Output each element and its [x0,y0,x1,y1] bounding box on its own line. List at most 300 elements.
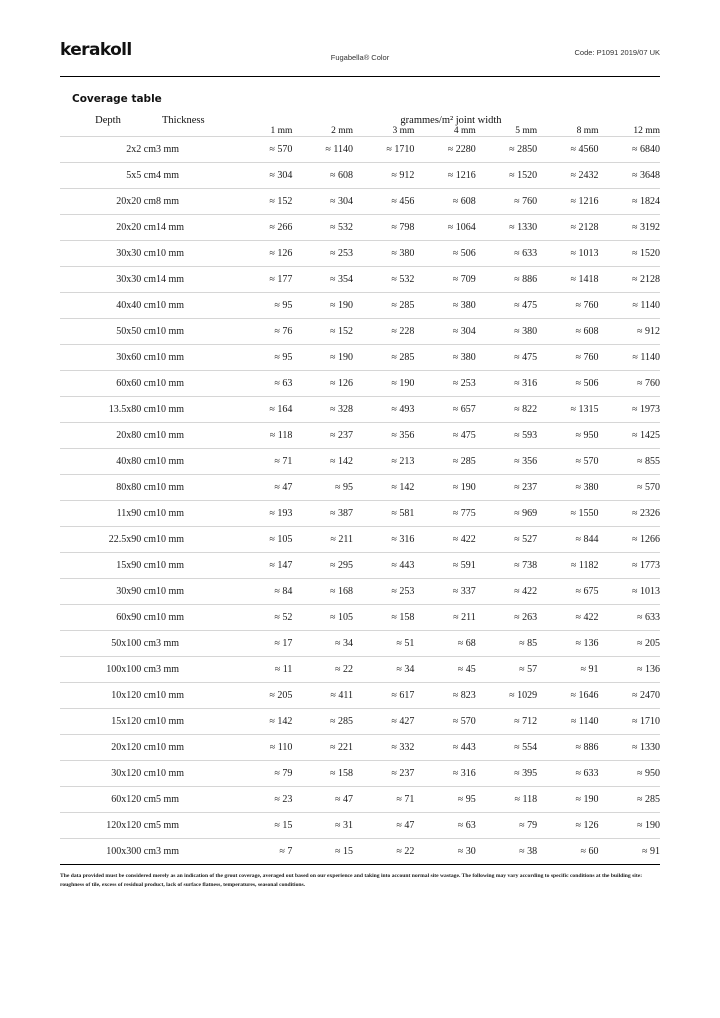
table-header-row [60,115,660,126]
cell-coverage: ≈ 1029 [476,683,537,709]
cell-coverage: ≈ 142 [292,449,353,475]
cell-coverage: ≈ 1646 [537,683,598,709]
cell-coverage: ≈ 228 [353,319,414,345]
cell-coverage: ≈ 532 [292,215,353,241]
cell-depth: 20x120 cm [60,735,156,761]
cell-depth: 60x90 cm [60,605,156,631]
cell-coverage: ≈ 1266 [599,527,660,553]
cell-coverage: ≈ 316 [414,761,475,787]
cell-coverage: ≈ 211 [414,605,475,631]
cell-coverage: ≈ 57 [476,657,537,683]
cell-coverage: ≈ 2128 [599,267,660,293]
table-row [60,501,660,527]
cell-coverage: ≈ 950 [537,423,598,449]
cell-coverage: ≈ 2850 [476,137,537,163]
cell-coverage: ≈ 1013 [537,241,598,267]
cell-thickness: 10 mm [156,241,242,267]
cell-coverage: ≈ 22 [353,839,414,865]
cell-coverage: ≈ 527 [476,527,537,553]
cell-coverage: ≈ 617 [353,683,414,709]
cell-depth: 5x5 cm [60,163,156,189]
coverage-table [60,115,660,865]
table-row [60,137,660,163]
cell-coverage: ≈ 237 [292,423,353,449]
product-code: Code: P1091 2019/07 UK [574,48,660,57]
table-row [60,475,660,501]
cell-depth: 15x120 cm [60,709,156,735]
cell-coverage: ≈ 332 [353,735,414,761]
cell-coverage: ≈ 1710 [353,137,414,163]
cell-coverage: ≈ 337 [414,579,475,605]
cell-coverage: ≈ 1315 [537,397,598,423]
cell-coverage: ≈ 71 [353,787,414,813]
cell-coverage: ≈ 316 [353,527,414,553]
cell-coverage: ≈ 760 [476,189,537,215]
cell-coverage: ≈ 95 [292,475,353,501]
cell-coverage: ≈ 253 [292,241,353,267]
cell-coverage: ≈ 493 [353,397,414,423]
cell-coverage: ≈ 657 [414,397,475,423]
cell-coverage: ≈ 422 [476,579,537,605]
cell-coverage: ≈ 31 [292,813,353,839]
cell-thickness: 10 mm [156,449,242,475]
cell-coverage: ≈ 136 [537,631,598,657]
cell-thickness: 3 mm [156,631,242,657]
cell-coverage: ≈ 2128 [537,215,598,241]
cell-coverage: ≈ 422 [537,605,598,631]
cell-coverage: ≈ 395 [476,761,537,787]
cell-thickness: 3 mm [156,657,242,683]
table-body [60,137,660,865]
cell-coverage: ≈ 23 [242,787,292,813]
cell-coverage: ≈ 738 [476,553,537,579]
cell-depth: 30x60 cm [60,345,156,371]
cell-coverage: ≈ 633 [599,605,660,631]
table-head [60,115,660,137]
joint-width-header: 12 mm [633,126,660,136]
cell-coverage: ≈ 1216 [537,189,598,215]
cell-thickness: 14 mm [156,215,242,241]
cell-coverage: ≈ 380 [537,475,598,501]
cell-coverage: ≈ 328 [292,397,353,423]
cell-coverage: ≈ 633 [537,761,598,787]
cell-coverage: ≈ 60 [537,839,598,865]
cell-thickness: 10 mm [156,553,242,579]
cell-coverage: ≈ 675 [537,579,598,605]
cell-thickness: 10 mm [156,345,242,371]
column-header-thickness: Thickness [162,115,205,126]
cell-coverage: ≈ 91 [599,839,660,865]
cell-coverage: ≈ 126 [242,241,292,267]
cell-coverage: ≈ 1418 [537,267,598,293]
cell-coverage: ≈ 136 [599,657,660,683]
table-row [60,449,660,475]
column-header-depth: Depth [95,115,121,126]
cell-depth: 22.5x90 cm [60,527,156,553]
page-title: Coverage table [72,93,162,105]
cell-depth: 30x30 cm [60,267,156,293]
cell-thickness: 10 mm [156,579,242,605]
table-row [60,345,660,371]
cell-thickness: 10 mm [156,605,242,631]
cell-coverage: ≈ 95 [242,345,292,371]
table-row [60,319,660,345]
table-row [60,189,660,215]
table-row [60,553,660,579]
cell-coverage: ≈ 1973 [599,397,660,423]
cell-depth: 50x50 cm [60,319,156,345]
cell-coverage: ≈ 886 [476,267,537,293]
joint-width-header: 3 mm [392,126,415,136]
cell-coverage: ≈ 356 [353,423,414,449]
cell-depth: 60x60 cm [60,371,156,397]
cell-coverage: ≈ 34 [353,657,414,683]
cell-thickness: 3 mm [156,137,242,163]
cell-coverage: ≈ 712 [476,709,537,735]
cell-coverage: ≈ 1550 [537,501,598,527]
cell-coverage: ≈ 190 [599,813,660,839]
cell-coverage: ≈ 570 [537,449,598,475]
cell-coverage: ≈ 63 [414,813,475,839]
cell-coverage: ≈ 380 [414,345,475,371]
cell-coverage: ≈ 190 [537,787,598,813]
cell-coverage: ≈ 118 [242,423,292,449]
cell-coverage: ≈ 295 [292,553,353,579]
table-row [60,527,660,553]
cell-coverage: ≈ 285 [353,293,414,319]
joint-width-header: 5 mm [515,126,538,136]
cell-coverage: ≈ 2432 [537,163,598,189]
cell-coverage: ≈ 506 [414,241,475,267]
cell-coverage: ≈ 168 [292,579,353,605]
table-row [60,735,660,761]
cell-thickness: 10 mm [156,293,242,319]
product-name: Fugabella® Color [330,53,390,62]
cell-coverage: ≈ 142 [353,475,414,501]
cell-coverage: ≈ 1330 [476,215,537,241]
cell-depth: 13.5x80 cm [60,397,156,423]
table-row [60,683,660,709]
cell-coverage: ≈ 237 [476,475,537,501]
cell-coverage: ≈ 105 [242,527,292,553]
cell-coverage: ≈ 71 [242,449,292,475]
cell-coverage: ≈ 1013 [599,579,660,605]
cell-coverage: ≈ 76 [242,319,292,345]
cell-coverage: ≈ 91 [537,657,598,683]
column-header-joint-group: grammes/m² joint width [400,115,502,126]
cell-coverage: ≈ 38 [476,839,537,865]
cell-coverage: ≈ 608 [537,319,598,345]
cell-coverage: ≈ 190 [353,371,414,397]
cell-coverage: ≈ 110 [242,735,292,761]
cell-coverage: ≈ 285 [599,787,660,813]
cell-coverage: ≈ 193 [242,501,292,527]
cell-coverage: ≈ 266 [242,215,292,241]
cell-coverage: ≈ 1216 [414,163,475,189]
cell-coverage: ≈ 285 [292,709,353,735]
cell-thickness: 4 mm [156,163,242,189]
cell-coverage: ≈ 760 [537,293,598,319]
cell-coverage: ≈ 554 [476,735,537,761]
table-row [60,241,660,267]
cell-coverage: ≈ 213 [353,449,414,475]
cell-coverage: ≈ 608 [414,189,475,215]
cell-thickness: 10 mm [156,709,242,735]
cell-coverage: ≈ 4560 [537,137,598,163]
table-row [60,813,660,839]
cell-coverage: ≈ 581 [353,501,414,527]
kerakoll-logo: kerakoll [60,40,132,60]
cell-coverage: ≈ 422 [414,527,475,553]
cell-coverage: ≈ 969 [476,501,537,527]
cell-coverage: ≈ 51 [353,631,414,657]
cell-coverage: ≈ 1773 [599,553,660,579]
cell-coverage: ≈ 886 [537,735,598,761]
joint-width-header: 2 mm [331,126,353,136]
table-row [60,839,660,865]
cell-thickness: 3 mm [156,839,242,865]
cell-coverage: ≈ 47 [353,813,414,839]
cell-coverage: ≈ 1520 [599,241,660,267]
cell-coverage: ≈ 1710 [599,709,660,735]
cell-depth: 100x100 cm [60,657,156,683]
cell-coverage: ≈ 775 [414,501,475,527]
cell-coverage: ≈ 1520 [476,163,537,189]
cell-depth: 60x120 cm [60,787,156,813]
cell-coverage: ≈ 2470 [599,683,660,709]
cell-thickness: 10 mm [156,475,242,501]
joint-width-header: 1 mm [270,126,293,136]
cell-coverage: ≈ 380 [476,319,537,345]
cell-coverage: ≈ 380 [414,293,475,319]
cell-coverage: ≈ 1140 [292,137,353,163]
cell-coverage: ≈ 85 [476,631,537,657]
cell-coverage: ≈ 158 [353,605,414,631]
cell-thickness: 10 mm [156,501,242,527]
subheader-spacer-depth [60,126,156,137]
cell-coverage: ≈ 152 [292,319,353,345]
cell-coverage: ≈ 190 [292,293,353,319]
cell-coverage: ≈ 912 [353,163,414,189]
cell-thickness: 5 mm [156,813,242,839]
cell-depth: 30x30 cm [60,241,156,267]
cell-coverage: ≈ 2326 [599,501,660,527]
cell-coverage: ≈ 15 [292,839,353,865]
cell-thickness: 10 mm [156,371,242,397]
cell-coverage: ≈ 253 [414,371,475,397]
cell-coverage: ≈ 237 [353,761,414,787]
cell-coverage: ≈ 506 [537,371,598,397]
cell-depth: 30x90 cm [60,579,156,605]
cell-coverage: ≈ 1140 [599,345,660,371]
cell-coverage: ≈ 1824 [599,189,660,215]
cell-coverage: ≈ 1330 [599,735,660,761]
cell-coverage: ≈ 84 [242,579,292,605]
cell-thickness: 5 mm [156,787,242,813]
cell-depth: 15x90 cm [60,553,156,579]
cell-coverage: ≈ 95 [242,293,292,319]
cell-coverage: ≈ 263 [476,605,537,631]
cell-coverage: ≈ 79 [242,761,292,787]
cell-coverage: ≈ 7 [242,839,292,865]
cell-coverage: ≈ 760 [537,345,598,371]
cell-coverage: ≈ 47 [292,787,353,813]
cell-coverage: ≈ 211 [292,527,353,553]
table-row [60,787,660,813]
cell-coverage: ≈ 387 [292,501,353,527]
table-row [60,761,660,787]
cell-depth: 50x100 cm [60,631,156,657]
cell-coverage: ≈ 152 [242,189,292,215]
table-row [60,371,660,397]
cell-coverage: ≈ 304 [414,319,475,345]
cell-coverage: ≈ 570 [599,475,660,501]
cell-coverage: ≈ 205 [242,683,292,709]
cell-coverage: ≈ 354 [292,267,353,293]
cell-thickness: 8 mm [156,189,242,215]
cell-coverage: ≈ 570 [414,709,475,735]
cell-depth: 40x40 cm [60,293,156,319]
cell-coverage: ≈ 1140 [599,293,660,319]
footnote: The data provided must be considered merely as an indication of the grout coverage, averaged out based on our experience and taking into account normal site wastage. The following may vary according to specific conditions at the building site: roughness of tile, excess of residual product, lack of surface flatness, temperatures, seasonal conditions. [60,873,643,888]
cell-coverage: ≈ 950 [599,761,660,787]
cell-coverage: ≈ 475 [414,423,475,449]
cell-depth: 10x120 cm [60,683,156,709]
cell-depth: 30x120 cm [60,761,156,787]
table-row [60,163,660,189]
cell-coverage: ≈ 52 [242,605,292,631]
table-row [60,709,660,735]
cell-coverage: ≈ 475 [476,345,537,371]
cell-coverage: ≈ 3192 [599,215,660,241]
table-row [60,215,660,241]
cell-depth: 20x20 cm [60,215,156,241]
cell-coverage: ≈ 190 [414,475,475,501]
cell-thickness: 10 mm [156,319,242,345]
cell-coverage: ≈ 17 [242,631,292,657]
cell-coverage: ≈ 30 [414,839,475,865]
table-subheader-row [60,126,660,137]
joint-width-header: 8 mm [576,126,599,136]
cell-coverage: ≈ 760 [599,371,660,397]
cell-coverage: ≈ 380 [353,241,414,267]
cell-coverage: ≈ 593 [476,423,537,449]
table-row [60,605,660,631]
table-row [60,293,660,319]
subheader-spacer-thickness [156,126,242,137]
cell-coverage: ≈ 456 [353,189,414,215]
cell-coverage: ≈ 475 [476,293,537,319]
cell-coverage: ≈ 709 [414,267,475,293]
cell-coverage: ≈ 126 [537,813,598,839]
table-row [60,423,660,449]
cell-coverage: ≈ 63 [242,371,292,397]
cell-coverage: ≈ 164 [242,397,292,423]
cell-coverage: ≈ 45 [414,657,475,683]
cell-coverage: ≈ 1425 [599,423,660,449]
cell-coverage: ≈ 570 [242,137,292,163]
cell-coverage: ≈ 95 [414,787,475,813]
cell-coverage: ≈ 126 [292,371,353,397]
cell-coverage: ≈ 633 [476,241,537,267]
cell-coverage: ≈ 285 [414,449,475,475]
cell-coverage: ≈ 3648 [599,163,660,189]
cell-coverage: ≈ 798 [353,215,414,241]
cell-coverage: ≈ 822 [476,397,537,423]
cell-coverage: ≈ 443 [414,735,475,761]
cell-coverage: ≈ 253 [353,579,414,605]
cell-coverage: ≈ 105 [292,605,353,631]
cell-coverage: ≈ 142 [242,709,292,735]
cell-thickness: 10 mm [156,397,242,423]
cell-thickness: 10 mm [156,683,242,709]
cell-coverage: ≈ 608 [292,163,353,189]
cell-thickness: 10 mm [156,735,242,761]
cell-coverage: ≈ 356 [476,449,537,475]
cell-coverage: ≈ 844 [537,527,598,553]
cell-coverage: ≈ 855 [599,449,660,475]
table-row [60,397,660,423]
cell-coverage: ≈ 68 [414,631,475,657]
cell-depth: 2x2 cm [60,137,156,163]
cell-thickness: 10 mm [156,423,242,449]
cell-depth: 80x80 cm [60,475,156,501]
cell-coverage: ≈ 443 [353,553,414,579]
cell-thickness: 10 mm [156,527,242,553]
cell-coverage: ≈ 1064 [414,215,475,241]
cell-coverage: ≈ 532 [353,267,414,293]
joint-width-header: 4 mm [453,126,476,136]
cell-coverage: ≈ 158 [292,761,353,787]
cell-coverage: ≈ 47 [242,475,292,501]
cell-coverage: ≈ 1182 [537,553,598,579]
cell-coverage: ≈ 205 [599,631,660,657]
cell-depth: 100x300 cm [60,839,156,865]
cell-thickness: 10 mm [156,761,242,787]
cell-coverage: ≈ 118 [476,787,537,813]
cell-coverage: ≈ 304 [292,189,353,215]
cell-coverage: ≈ 221 [292,735,353,761]
cell-coverage: ≈ 591 [414,553,475,579]
table-row [60,657,660,683]
cell-coverage: ≈ 34 [292,631,353,657]
cell-coverage: ≈ 427 [353,709,414,735]
table-row [60,631,660,657]
cell-coverage: ≈ 15 [242,813,292,839]
cell-coverage: ≈ 6840 [599,137,660,163]
cell-coverage: ≈ 79 [476,813,537,839]
cell-coverage: ≈ 22 [292,657,353,683]
cell-coverage: ≈ 177 [242,267,292,293]
cell-coverage: ≈ 912 [599,319,660,345]
cell-depth: 11x90 cm [60,501,156,527]
cell-coverage: ≈ 2280 [414,137,475,163]
cell-coverage: ≈ 190 [292,345,353,371]
table-row [60,579,660,605]
cell-coverage: ≈ 411 [292,683,353,709]
cell-thickness: 14 mm [156,267,242,293]
cell-depth: 120x120 cm [60,813,156,839]
cell-coverage: ≈ 1140 [537,709,598,735]
cell-depth: 40x80 cm [60,449,156,475]
cell-depth: 20x20 cm [60,189,156,215]
cell-coverage: ≈ 285 [353,345,414,371]
table-row [60,267,660,293]
cell-coverage: ≈ 11 [242,657,292,683]
cell-coverage: ≈ 823 [414,683,475,709]
cell-coverage: ≈ 316 [476,371,537,397]
cell-depth: 20x80 cm [60,423,156,449]
